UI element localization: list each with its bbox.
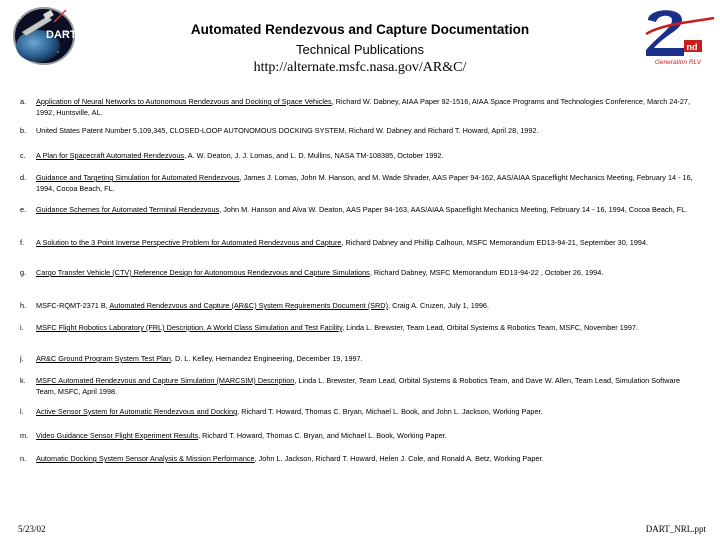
logo-superscript: nd (686, 42, 698, 52)
reference-details: , Richard Dabney and Phillip Calhoun, MSFC Memorandum ED13-94-21, September 30, 1994. (341, 238, 649, 247)
reference-item (20, 205, 696, 216)
reference-label: n. (20, 454, 27, 463)
reference-title-link[interactable]: Automated Rendezvous and Capture (AR&C) System Requirements Document (SRD) (109, 301, 389, 310)
reference-item (20, 431, 696, 442)
reference-details: , John L. Jackson, Richard T. Howard, Helen J. Cole, and Ronald A. Betz, Working Paper. (254, 454, 544, 463)
reference-details: , Linda L. Brewster, Team Lead, Orbital Systems & Robotics Team, MSFC, November 1997. (342, 323, 638, 332)
reference-label: m. (20, 431, 29, 440)
reference-label: h. (20, 301, 27, 310)
reference-prefix: MSFC-RQMT-2371 B, (36, 301, 110, 310)
reference-item (20, 301, 696, 312)
reference-title-link[interactable]: MSFC Flight Robotics Laboratory (FRL) Description. A World Class Simulation and Test Facility (36, 323, 343, 332)
reference-details: , Linda L. Brewster, Team Lead, Orbital Systems & Robotics Team, and Dave W. Allen, Team Lead, Simulation Software Team, MSFC, April 1998. (36, 376, 681, 396)
reference-item (20, 173, 696, 194)
reference-title-link[interactable]: Active Sensor System for Automatic Rendezvous and Docking (36, 407, 238, 416)
reference-details: , Craig A. Cruzen, July 1, 1996. (388, 301, 490, 310)
reference-details: , A. W. Deaton, J. J. Lomas, and L. D. Mullins, NASA TM-108385, October 1992. (184, 151, 444, 160)
page-subtitle: Technical Publications (296, 42, 424, 57)
reference-title-link[interactable]: Guidance Schemes for Automated Terminal Rendezvous (36, 205, 220, 214)
reference-title-link[interactable]: Automatic Docking System Sensor Analysis & Mission Performance (36, 454, 255, 463)
dart-logo (8, 2, 80, 66)
reference-title-link[interactable]: Guidance and Targeting Simulation for Automated Rendezvous (36, 173, 240, 182)
footer-filename: DART_NRL.ppt (645, 524, 706, 534)
reference-details: , Richard T. Howard, Thomas C. Bryan, Michael L. Book, and John L. Jackson, Working Paper. (237, 407, 543, 416)
reference-title-link[interactable]: Video Guidance Sensor Flight Experiment Results (36, 431, 199, 440)
footer-date: 5/23/02 (18, 524, 46, 534)
reference-details: , James J. Lomas, John M. Hanson, and M. Wade Shrader, AAS Paper 94-162, AAS/AIAA Spaceflight Mechanics Meeting, February 14 - 16, 1994, Cocoa Beach, FL. (36, 173, 693, 193)
header-url[interactable]: http://alternate.msfc.nasa.gov/AR&C/ (253, 60, 467, 75)
reference-label: i. (20, 323, 24, 332)
page-title: Automated Rendezvous and Capture Documentation (190, 22, 530, 37)
reference-item (20, 97, 696, 118)
reference-item (20, 151, 696, 162)
reference-label: k. (20, 376, 26, 385)
reference-title-link[interactable]: MSFC Automated Rendezvous and Capture Simulation (MARCSIM) Description (36, 376, 295, 385)
reference-label: e. (20, 205, 27, 214)
reference-title-link[interactable]: A Solution to the 3 Point Inverse Perspective Problem for Automated Rendezvous and Capture (36, 238, 342, 247)
reference-details: , Richard T. Howard, Thomas C. Bryan, and Michael L. Book, Working Paper. (198, 431, 447, 440)
reference-label: c. (20, 151, 26, 160)
reference-title-link[interactable]: Cargo Transfer Vehicle (CTV) Reference Design for Autonomous Rendezvous and Capture Simulations (36, 268, 370, 277)
reference-item (20, 354, 696, 365)
reference-label: j. (20, 354, 24, 363)
reference-details: , Richard W. Dabney, AIAA Paper 92-1516, AIAA Space Programs and Technologies Conference, March 24-27, 1992, Huntsville, AL. (36, 97, 690, 117)
reference-item (20, 126, 696, 137)
reference-title-link[interactable]: Application of Neural Networks to Autonomous Rendezvous and Docking of Space Vehicles (36, 97, 332, 106)
reference-item (20, 268, 696, 279)
reference-label: f. (20, 238, 25, 247)
reference-label: a. (20, 97, 27, 106)
reference-item (20, 323, 696, 334)
reference-item (20, 238, 696, 249)
dart-logo-text: DART (46, 29, 77, 41)
reference-details: , D. L. Kelley, Hernandez Engineering, December 19, 1997. (170, 354, 363, 363)
reference-label: b. (20, 126, 27, 135)
reference-details: , John M. Hanson and Alva W. Deaton, AAS Paper 94-163, AAS/AIAA Spaceflight Mechanics Meeting, February 14 - 16, 1994, Cocoa Beach, FL. (219, 205, 688, 214)
reference-item (20, 454, 696, 465)
2nd-generation-rlv-logo (642, 4, 716, 66)
reference-details: United States Patent Number 5,109,345, CLOSED-LOOP AUTONOMOUS DOCKING SYSTEM, Richard W. Dabney and Richard T. Howard, April 28, 1992. (36, 126, 539, 135)
logo-caption: Generation RLV (654, 59, 702, 66)
reference-title-link[interactable]: AR&C Ground Program System Test Plan (36, 354, 171, 363)
reference-label: l. (20, 407, 24, 416)
reference-title-link[interactable]: A Plan for Spacecraft Automated Rendezvous (36, 151, 185, 160)
reference-label: g. (20, 268, 27, 277)
reference-item (20, 376, 696, 397)
reference-item (20, 407, 696, 418)
reference-label: d. (20, 173, 27, 182)
reference-details: , Richard Dabney, MSFC Memorandum ED13-94-22 , October 26, 1994. (369, 268, 604, 277)
